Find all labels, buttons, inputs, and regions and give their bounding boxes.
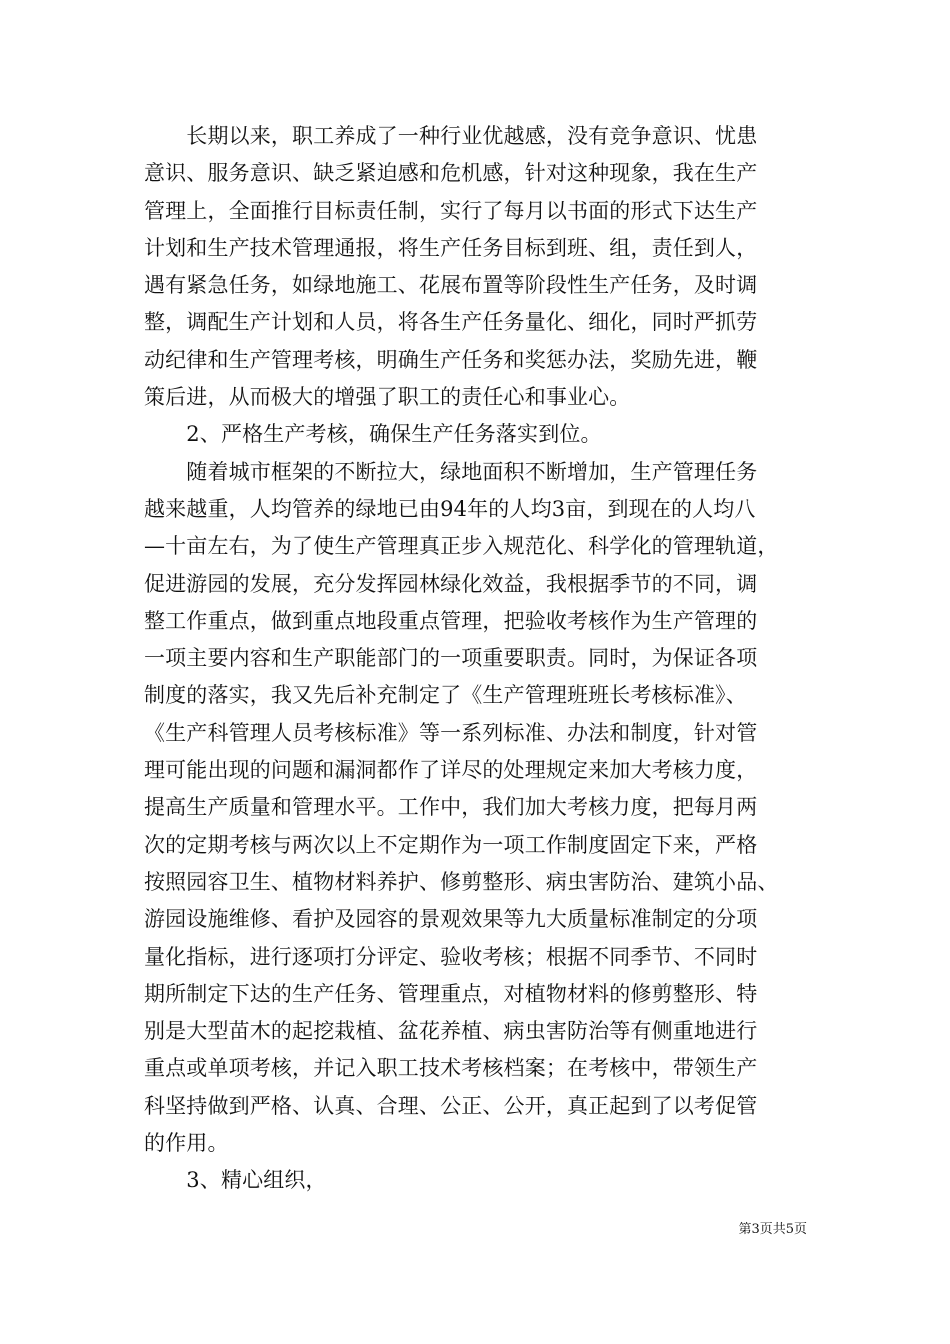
text-line: 意识、服务意识、缺乏紧迫感和危机感，针对这种现象，我在生产 [144, 161, 758, 186]
text-line: 管理上，全面推行目标责任制，实行了每月以书面的形式下达生产 [144, 198, 758, 223]
text-line: 计划和生产技术管理通报，将生产任务目标到班、组，责任到人， [144, 235, 758, 260]
text-line: 提高生产质量和管理水平。工作中，我们加大考核力度，把每月两 [144, 795, 758, 820]
text-line: 期所制定下达的生产任务、管理重点，对植物材料的修剪整形、特 [144, 981, 758, 1006]
text-line: 别是大型苗木的起挖栽植、盆花养植、病虫害防治等有侧重地进行 [144, 1019, 758, 1044]
text-line: 整工作重点，做到重点地段重点管理，把验收考核作为生产管理的 [144, 608, 758, 633]
text-line: 策后进，从而极大的增强了职工的责任心和事业心。 [144, 385, 631, 410]
text-line: 理可能出现的问题和漏洞都作了详尽的处理规定来加大考核力度， [144, 758, 758, 783]
text-line: 科坚持做到严格、认真、合理、公正、公开，真正起到了以考促管 [144, 1093, 758, 1118]
text-line: 的作用。 [144, 1131, 229, 1156]
text-line: 长期以来，职工养成了一种行业优越感，没有竞争意识、忧患 [144, 124, 758, 148]
body-text [144, 118, 807, 1200]
text-line: 游园设施维修、看护及园容的景观效果等九大质量标准制定的分项 [144, 907, 758, 932]
text-line: 重点或单项考核，并记入职工技术考核档案；在考核中，带领生产 [144, 1056, 758, 1081]
text-line: 《生产科管理人员考核标准》等一系列标准、办法和制度，针对管 [144, 720, 758, 745]
text-line: 遇有紧急任务，如绿地施工、花展布置等阶段性生产任务，及时调 [144, 273, 758, 298]
text-line: 制度的落实，我又先后补充制定了《生产管理班班长考核标准》、 [144, 683, 747, 708]
text-line: 促进游园的发展，充分发挥园林绿化效益，我根据季节的不同，调 [144, 571, 758, 596]
text-line: 整，调配生产计划和人员，将各生产任务量化、细化，同时严抓劳 [144, 310, 758, 335]
text-line: 2、严格生产考核，确保生产任务落实到位。 [144, 422, 602, 447]
text-line: 越来越重，人均管养的绿地已由94年的人均3亩，到现在的人均八 [144, 496, 756, 521]
page-number: 第3页共5页 [738, 1222, 807, 1237]
text-line: 随着城市框架的不断拉大，绿地面积不断增加，生产管理任务 [144, 459, 758, 484]
text-line: —十亩左右，为了使生产管理真正步入规范化、科学化的管理轨道， [144, 534, 779, 559]
text-line: 按照园容卫生、植物材料养护、修剪整形、病虫害防治、建筑小品、 [144, 869, 779, 894]
text-line: 次的定期考核与两次以上不定期作为一项工作制度固定下来，严格 [144, 832, 758, 857]
text-line: 一项主要内容和生产职能部门的一项重要职责。同时，为保证各项 [144, 646, 758, 671]
text-line: 量化指标，进行逐项打分评定、验收考核；根据不同季节、不同时 [144, 944, 758, 969]
text-line: 动纪律和生产管理考核，明确生产任务和奖惩办法，奖励先进，鞭 [144, 347, 758, 372]
text-line: 3、精心组织， [144, 1168, 327, 1193]
